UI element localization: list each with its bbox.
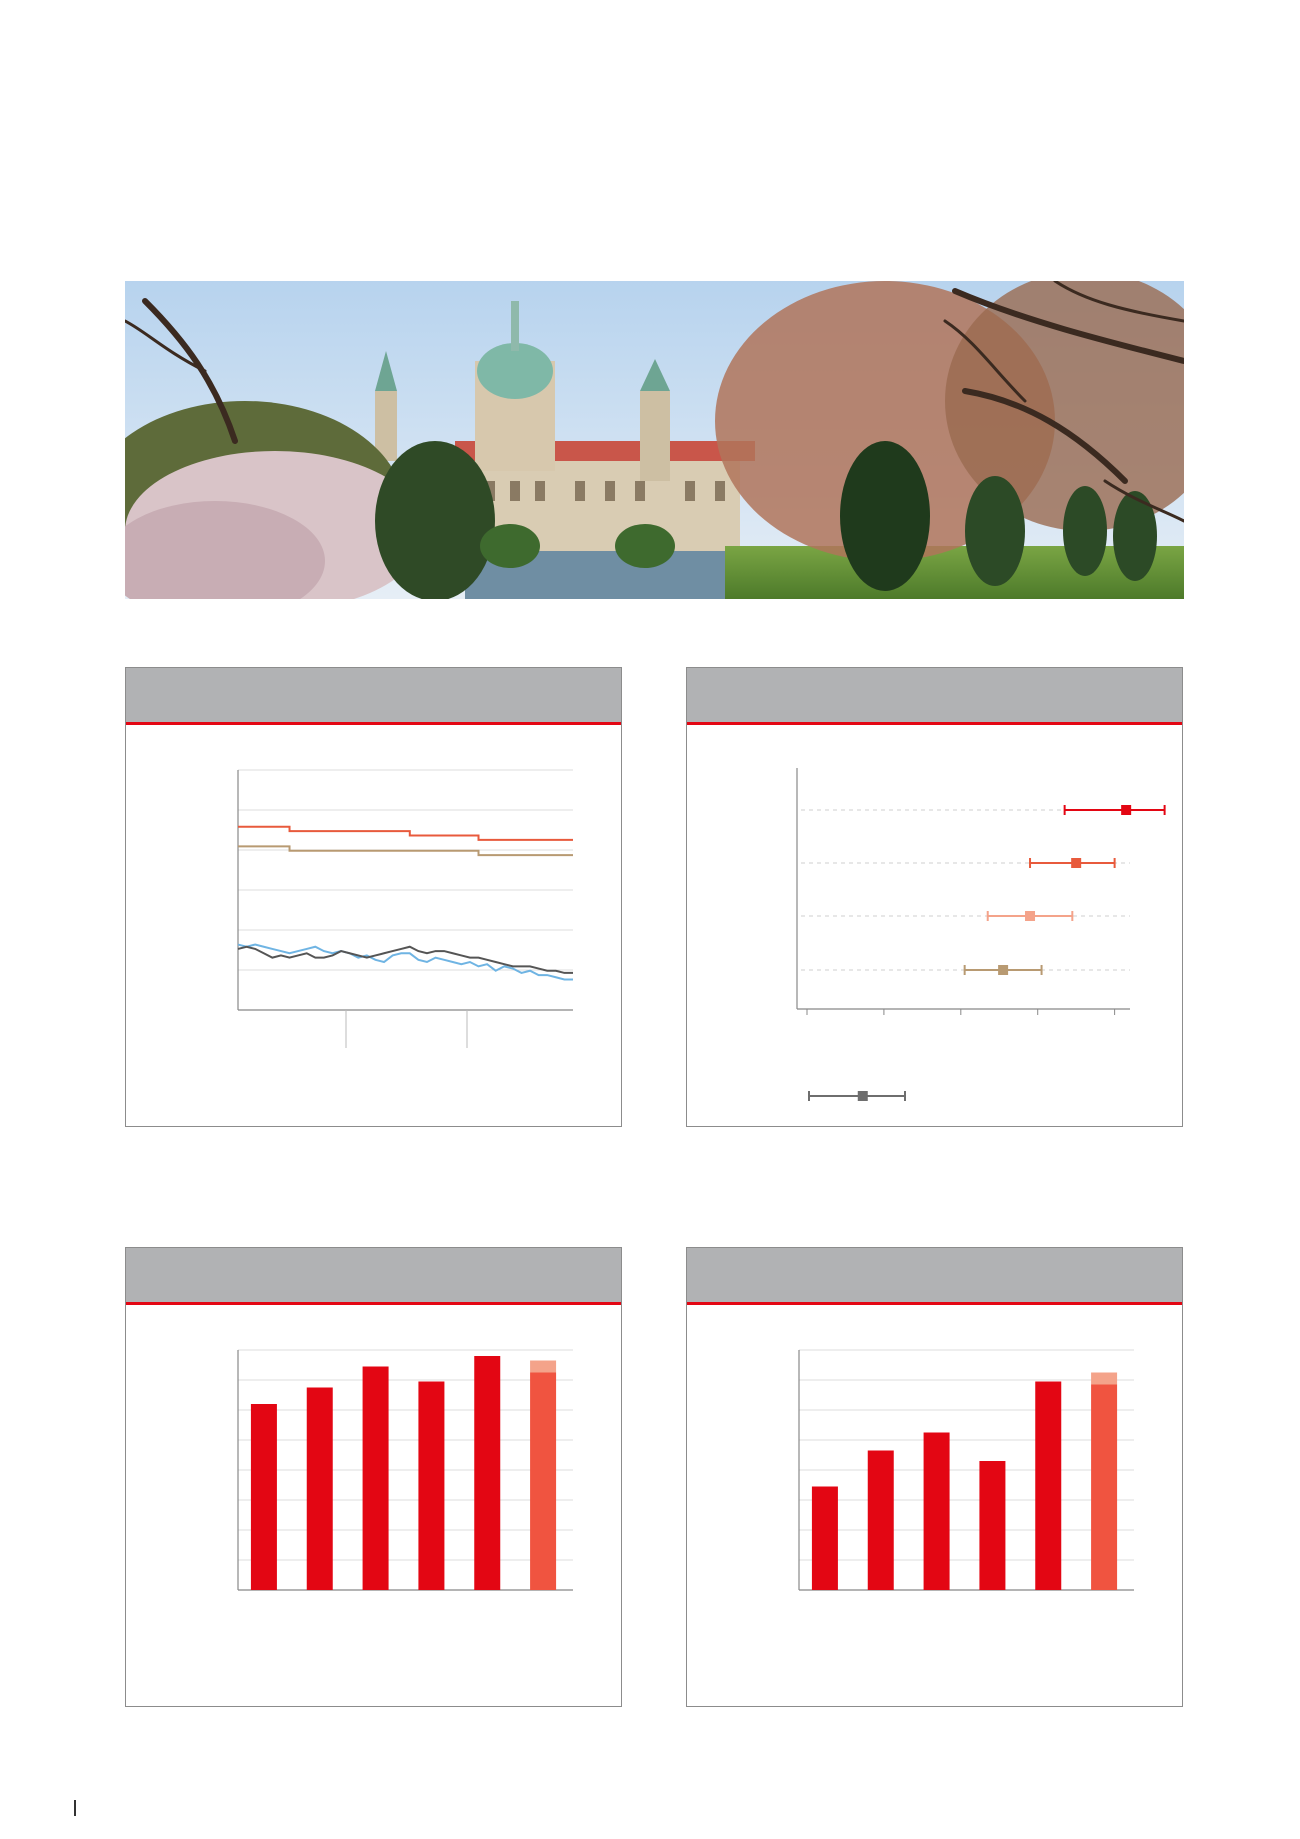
bar: [868, 1451, 894, 1591]
bar: [979, 1461, 1005, 1590]
bar-extension: [1091, 1373, 1117, 1385]
series-line-2: [238, 945, 573, 980]
bar: [924, 1433, 950, 1591]
bar-chart-panel-left: [125, 1247, 622, 1707]
line-chart: [126, 668, 623, 1128]
bar-chart-panel-right: [686, 1247, 1183, 1707]
line-chart-panel: [125, 667, 622, 1127]
page-marker: [74, 1800, 76, 1816]
bar-chart: [126, 1248, 623, 1708]
bar: [363, 1367, 389, 1591]
bar: [418, 1382, 444, 1591]
bar: [1035, 1382, 1061, 1591]
range-chart-panel: [686, 667, 1183, 1127]
range-point: [1025, 911, 1035, 921]
range-chart: [687, 668, 1184, 1128]
range-point: [998, 965, 1008, 975]
bar: [474, 1356, 500, 1590]
bar: [307, 1388, 333, 1591]
range-point: [1071, 858, 1081, 868]
bar: [1091, 1385, 1117, 1591]
series-line-3: [238, 947, 573, 973]
bar-chart: [687, 1248, 1184, 1708]
bar-extension: [530, 1361, 556, 1373]
bar: [251, 1404, 277, 1590]
range-point: [1121, 805, 1131, 815]
city-hall-park-photo: [125, 281, 1184, 599]
legend-point: [858, 1091, 868, 1101]
bar: [530, 1373, 556, 1591]
bar: [812, 1487, 838, 1591]
series-line-1: [238, 846, 573, 855]
series-line-0: [238, 827, 573, 840]
